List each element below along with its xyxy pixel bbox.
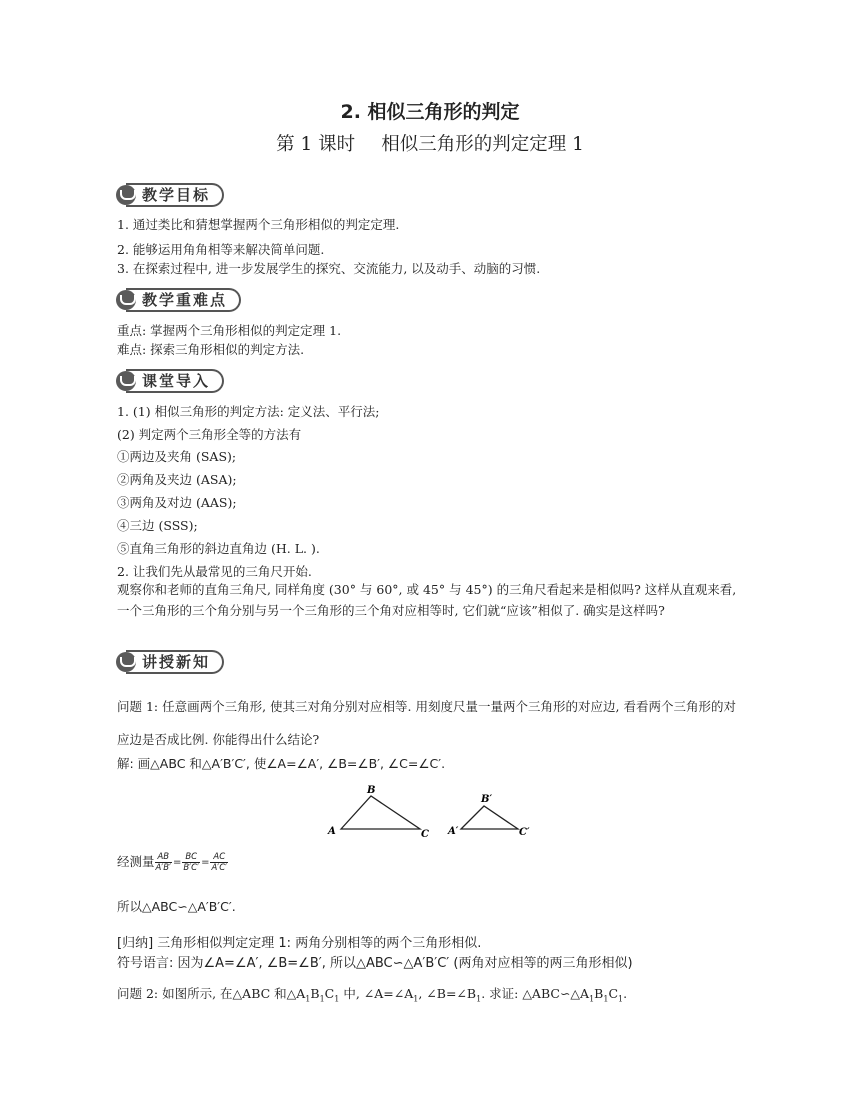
problem2-text: , ∠B=∠B (418, 986, 477, 1001)
label-c: C (421, 829, 429, 840)
key-item: 难点: 探索三角形相似的判定方法. (117, 342, 305, 357)
book-icon (116, 652, 136, 672)
problem-2 (117, 984, 627, 1004)
book-icon (116, 185, 136, 205)
section-badge-intro (116, 369, 224, 393)
goal-item: 1. 通过类比和猜想掌握两个三角形相似的判定定理. (117, 217, 400, 232)
intro-line: ④三边 (SSS); (117, 518, 198, 533)
section-label: 课堂导入 (126, 369, 224, 393)
subscript: 1 (305, 994, 311, 1004)
subscript: 1 (603, 994, 609, 1004)
intro-line: ①两边及夹角 (SAS); (117, 449, 237, 464)
problem2-text: . 求证: △ABC∽△A (481, 986, 590, 1001)
label-a-prime: A′ (448, 826, 459, 837)
symbol-language-line: 符号语言: 因为∠A=∠A′, ∠B=∠B′, 所以△ABC∽△A′B′C′ (两角对应相等的两三角形相似) (117, 956, 633, 971)
fraction-denominator: A′C′ (211, 863, 228, 873)
page-title: 2. 相似三角形的判定 (340, 101, 520, 123)
label-a: A (328, 826, 336, 837)
fraction-denominator: A′B′ (155, 863, 172, 873)
fraction-numerator: BC (182, 852, 200, 863)
fraction-numerator: AC (210, 852, 228, 863)
problem2-text: C (608, 986, 619, 1001)
measure-line (117, 852, 228, 873)
section-badge-key (116, 288, 241, 312)
equals-sign: = (201, 857, 210, 868)
triangles-figure (324, 782, 544, 844)
section-label: 教学重难点 (126, 288, 241, 312)
intro-line: 1. (1) 相似三角形的判定方法: 定义法、平行法; (117, 404, 380, 419)
subscript: 1 (589, 994, 595, 1004)
key-item: 重点: 掌握两个三角形相似的判定定理 1. (117, 323, 342, 338)
intro-line: 2. 让我们先从最常见的三角尺开始. (117, 564, 312, 579)
subscript: 1 (618, 994, 624, 1004)
goal-item: 3. 在探索过程中, 进一步发展学生的探究、交流能力, 以及动手、动脑的习惯. (117, 261, 541, 276)
section-badge-goals (116, 183, 224, 207)
problem2-text: 问题 2: 如图所示, 在△ABC 和△A (117, 986, 306, 1001)
subscript: 1 (476, 994, 482, 1004)
problem2-text: B (594, 986, 604, 1001)
problem2-text: 中, ∠A=∠A (339, 986, 414, 1001)
book-icon (116, 371, 136, 391)
ratio-fraction (155, 852, 173, 873)
ratio-fraction (210, 852, 228, 873)
book-icon (116, 290, 136, 310)
subtitle-topic: 相似三角形的判定定理 1 (381, 134, 584, 155)
intro-line: ⑤直角三角形的斜边直角边 (H. L. ). (117, 541, 320, 556)
problem-1: 问题 1: 任意画两个三角形, 使其三对角分别对应相等. 用刻度尺量一量两个三角形的对应边, 看看两个三角形的对应边是否成比例. 你能得出什么结论? (117, 699, 736, 747)
subscript: 1 (413, 994, 419, 1004)
triangle-a2b2c2 (461, 806, 518, 829)
problem2-text: B (310, 986, 320, 1001)
subscript: 1 (319, 994, 325, 1004)
triangle-abc (341, 796, 420, 829)
equals-sign: = (173, 857, 182, 868)
label-b-prime: B′ (481, 794, 493, 805)
fraction-numerator: AB (155, 852, 173, 863)
section-label: 教学目标 (126, 183, 224, 207)
subscript: 1 (334, 994, 340, 1004)
conclusion-line: 所以△ABC∽△A′B′C′. (117, 899, 236, 914)
problem2-text: . (623, 986, 628, 1001)
measure-prefix: 经测量 (117, 854, 155, 869)
label-b: B (367, 785, 376, 796)
intro-line: (2) 判定两个三角形全等的方法有 (117, 427, 302, 442)
subtitle-lesson: 第 1 课时 (276, 134, 356, 155)
solution-line: 解: 画△ABC 和△A′B′C′, 使∠A=∠A′, ∠B=∠B′, ∠C=∠C′. (117, 756, 446, 771)
problem2-text: C (324, 986, 335, 1001)
intro-paragraph: 观察你和老师的直角三角尺, 同样角度 (30° 与 60°, 或 45° 与 45°) 的三角尺看起来是相似吗? 这样从直观来看, 一个三角形的三个角分别与另一个三角形的三个角对应相等时, 它们就“应该”相似了. 确实是这样吗? (117, 582, 737, 618)
summary-line: [归纳] 三角形相似判定定理 1: 两角分别相等的两个三角形相似. (117, 936, 482, 951)
intro-line: ②两角及夹边 (ASA); (117, 472, 237, 487)
section-badge-teach (116, 650, 224, 674)
ratio-fraction (182, 852, 200, 873)
fraction-denominator: B′C′ (183, 863, 200, 873)
label-c-prime: C′ (519, 827, 530, 838)
page-subtitle (0, 130, 860, 156)
goal-item: 2. 能够运用角角相等来解决简单问题. (117, 242, 325, 257)
section-label: 讲授新知 (126, 650, 224, 674)
intro-line: ③两角及对边 (AAS); (117, 495, 237, 510)
